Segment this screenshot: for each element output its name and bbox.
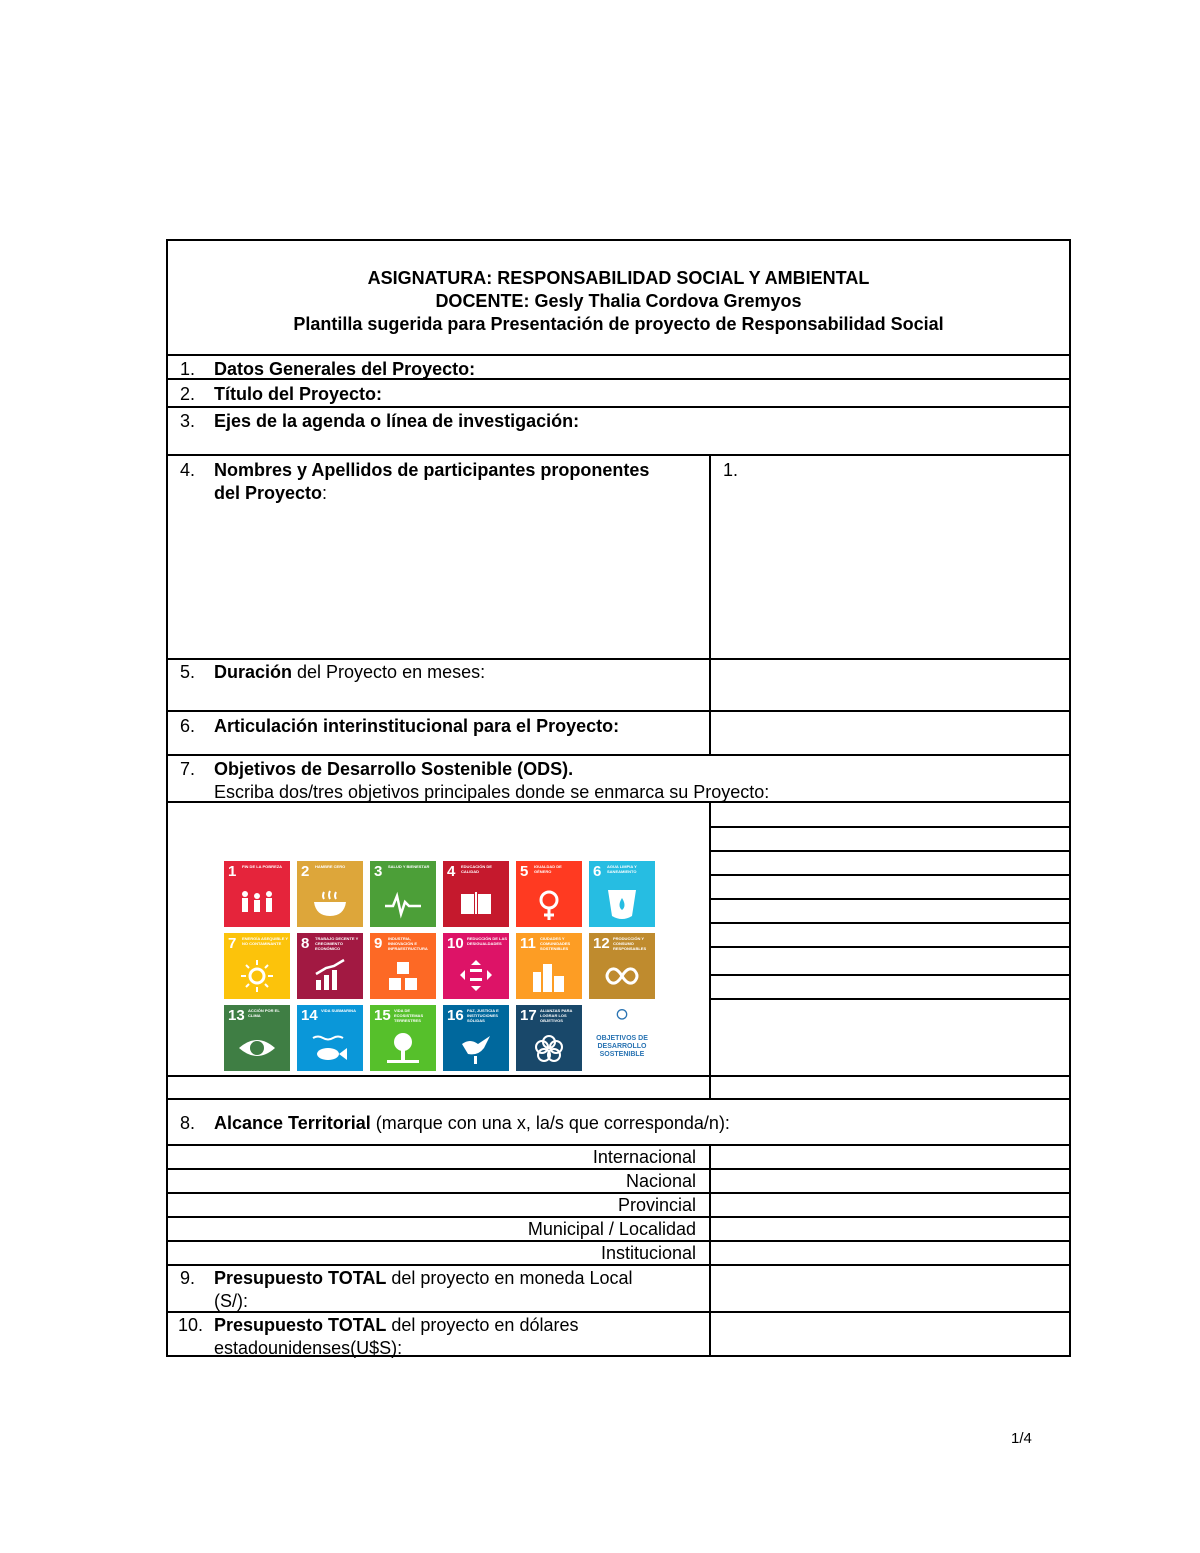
sdg-number: 15 [374,1007,391,1024]
sdg-tile-2 [297,861,363,927]
section-5-rest: del Proyecto en meses: [292,662,486,682]
teacher-name: DOCENTE: Gesly Thalia Cordova Gremyos [435,291,802,311]
sdg-label: EDUCACIÓN DE CALIDAD [461,864,492,874]
ods-answer-line [709,998,1069,1000]
ods-answer-line [709,922,1069,924]
section-10-bold: Presupuesto TOTAL [214,1315,387,1335]
section-number: 6. [180,716,196,736]
sdg-label: INDUSTRIA, INNOVACIÓN E INFRAESTRUCTURA [388,936,428,951]
project-form [166,239,1071,1357]
row-divider [168,1311,1069,1313]
ods-answer-line [709,946,1069,948]
sdg-tile-7 [224,933,290,999]
section-number: 3. [180,411,196,431]
sdg-label: VIDA SUBMARINA [321,1008,356,1013]
template-subtitle: Plantilla sugerida para Presentación de proyecto de Responsabilidad Social [293,314,944,334]
level-international: Internacional [592,1147,696,1167]
section-3-label: Ejes de la agenda o línea de investigación: [214,411,580,431]
sdg-label: AGUA LIMPIA Y SANEAMIENTO [607,864,637,874]
sdg-tile-15 [370,1005,436,1071]
section-9-bold: Presupuesto TOTAL [214,1268,387,1288]
sdg-number: 1 [228,863,237,880]
sdg-label: FIN DE LA POBREZA [242,864,283,869]
sdg-label: CIUDADES Y COMUNIDADES SOSTENIBLES [540,936,571,951]
section-4-label-line2 [214,482,327,505]
sun-icon [237,957,277,995]
level-provincial: Provincial [617,1195,696,1215]
sdg-label: ALIANZAS PARA LOGRAR LOS OBJETIVOS [540,1008,573,1023]
bowl-icon [310,885,350,923]
sdg-number: 17 [520,1007,537,1024]
sdg-label: OBJETIVOS DE DESARROLLO SOSTENIBLE [596,1035,648,1058]
section-8-bold: Alcance Territorial [214,1113,371,1133]
section-number: 10. [178,1315,204,1335]
sdg-tile-14 [297,1005,363,1071]
sdg-label: TRABAJO DECENTE Y CRECIMIENTO ECONÓMICO [315,936,359,951]
cubes-icon [383,957,423,995]
section-5-bold: Duración [214,662,293,682]
infinity-icon [602,957,642,995]
sdg-number: 8 [301,935,310,952]
growth-chart-icon [310,957,350,995]
section-number: 9. [180,1268,196,1288]
ods-answer-line [709,874,1069,876]
sdg-tile-5 [516,861,582,927]
sdg-number: 11 [520,935,536,952]
row-divider [168,1098,1069,1100]
section-number: 5. [180,662,196,682]
sdg-image [224,861,658,1063]
section-number: 4. [180,460,196,480]
section-1-label: Datos Generales del Proyecto: [214,359,476,379]
level-municipal: Municipal / Localidad [527,1219,696,1239]
sdg-tile-13 [224,1005,290,1071]
section-10-label [214,1314,578,1337]
sdg-label: IGUALDAD DE GÉNERO [534,864,562,874]
dove-icon [456,1029,496,1067]
sdg-label: PAZ, JUSTICIA E INSTITUCIONES SÓLIDAS [467,1008,499,1023]
sdg-number: 3 [374,863,383,880]
sdg-tile-16 [443,1005,509,1071]
flower-icon [529,1029,569,1067]
sdg-tile-8 [297,933,363,999]
section-5-label [214,661,485,684]
ods-answer-line [709,850,1069,852]
sdg-label: VIDA DE ECOSISTEMAS TERRESTRES [394,1008,424,1023]
course-title: ASIGNATURA: RESPONSABILIDAD SOCIAL Y AMBIENTAL [367,268,870,288]
section-number: 8. [180,1113,196,1133]
row-divider [168,406,1069,408]
sdg-number: 9 [374,935,383,952]
page-number: 1/4 [1011,1430,1032,1447]
sdg-label: HAMBRE CERO [315,864,346,869]
sdg-logo-icon [602,1009,642,1033]
row-divider [168,354,1069,356]
column-divider [709,801,711,1098]
row-divider [168,454,1069,456]
sdg-number: 10 [447,935,464,952]
column-divider [709,1144,711,1357]
ods-answer-line [709,974,1069,976]
sdg-label: PRODUCCIÓN Y CONSUMO RESPONSABLES [613,936,647,951]
row-divider [168,1075,1069,1077]
section-9-label [214,1267,633,1290]
water-drop-icon [602,885,642,923]
sdg-tile-logo [589,1005,655,1071]
section-8-label [214,1112,730,1135]
sdg-label: ACCIÓN POR EL CLIMA [248,1008,280,1018]
section-10-rest: del proyecto en dólares [386,1315,579,1335]
column-divider [709,454,711,754]
sdg-number: 13 [228,1007,245,1024]
sdg-tile-9 [370,933,436,999]
sdg-number: 6 [593,863,602,880]
city-icon [529,957,569,995]
sdg-number: 4 [447,863,456,880]
section-number: 1. [180,359,196,379]
sdg-tile-1 [224,861,290,927]
row-divider [168,710,1069,712]
sdg-number: 7 [228,935,237,952]
section-10-currency: estadounidenses(U$S): [214,1338,403,1358]
row-divider [168,754,1069,756]
sdg-number: 14 [301,1007,318,1024]
sdg-tile-17 [516,1005,582,1071]
section-9-currency: (S/): [214,1291,248,1311]
sdg-number: 5 [520,863,529,880]
ods-answer-line [709,898,1069,900]
section-4-label-line1: Nombres y Apellidos de participantes proponentes [214,460,650,480]
section-2-label: Título del Proyecto: [214,384,383,404]
sdg-number: 12 [593,935,610,952]
equality-icon [456,957,496,995]
sdg-tile-4 [443,861,509,927]
section-number: 7. [180,759,196,779]
sdg-tile-11 [516,933,582,999]
sdg-number: 16 [447,1007,464,1024]
section-number: 2. [180,384,196,404]
sdg-number: 2 [301,863,310,880]
section-4-colon: : [322,483,328,503]
sdg-label: REDUCCIÓN DE LAS DESIGUALDADES [467,936,508,946]
section-7-label: Objetivos de Desarrollo Sostenible (ODS). [214,759,574,779]
tree-icon [383,1029,423,1067]
sdg-tile-6 [589,861,655,927]
section-8-rest: (marque con una x, la/s que corresponda/n): [370,1113,730,1133]
fish-icon [310,1029,350,1067]
section-4-bold: del Proyecto [214,483,323,503]
sdg-tile-12 [589,933,655,999]
gender-icon [529,885,569,923]
book-icon [456,885,496,923]
level-institutional: Institucional [600,1243,696,1263]
family-icon [237,885,277,923]
sdg-label: ENERGÍA ASEQUIBLE Y NO CONTAMINANTE [242,936,289,946]
ods-answer-line [709,826,1069,828]
heartbeat-icon [383,885,423,923]
eye-globe-icon [237,1029,277,1067]
section-7-instructions: Escriba dos/tres objetivos principales donde se enmarca su Proyecto: [214,782,770,802]
section-6-label: Articulación interinstitucional para el Proyecto: [214,716,620,736]
participants-input[interactable]: 1. [723,460,739,480]
sdg-label: SALUD Y BIENESTAR [388,864,430,869]
section-9-rest: del proyecto en moneda Local [386,1268,633,1288]
sdg-tile-10 [443,933,509,999]
row-divider [168,658,1069,660]
level-national: Nacional [625,1171,696,1191]
sdg-tile-3 [370,861,436,927]
